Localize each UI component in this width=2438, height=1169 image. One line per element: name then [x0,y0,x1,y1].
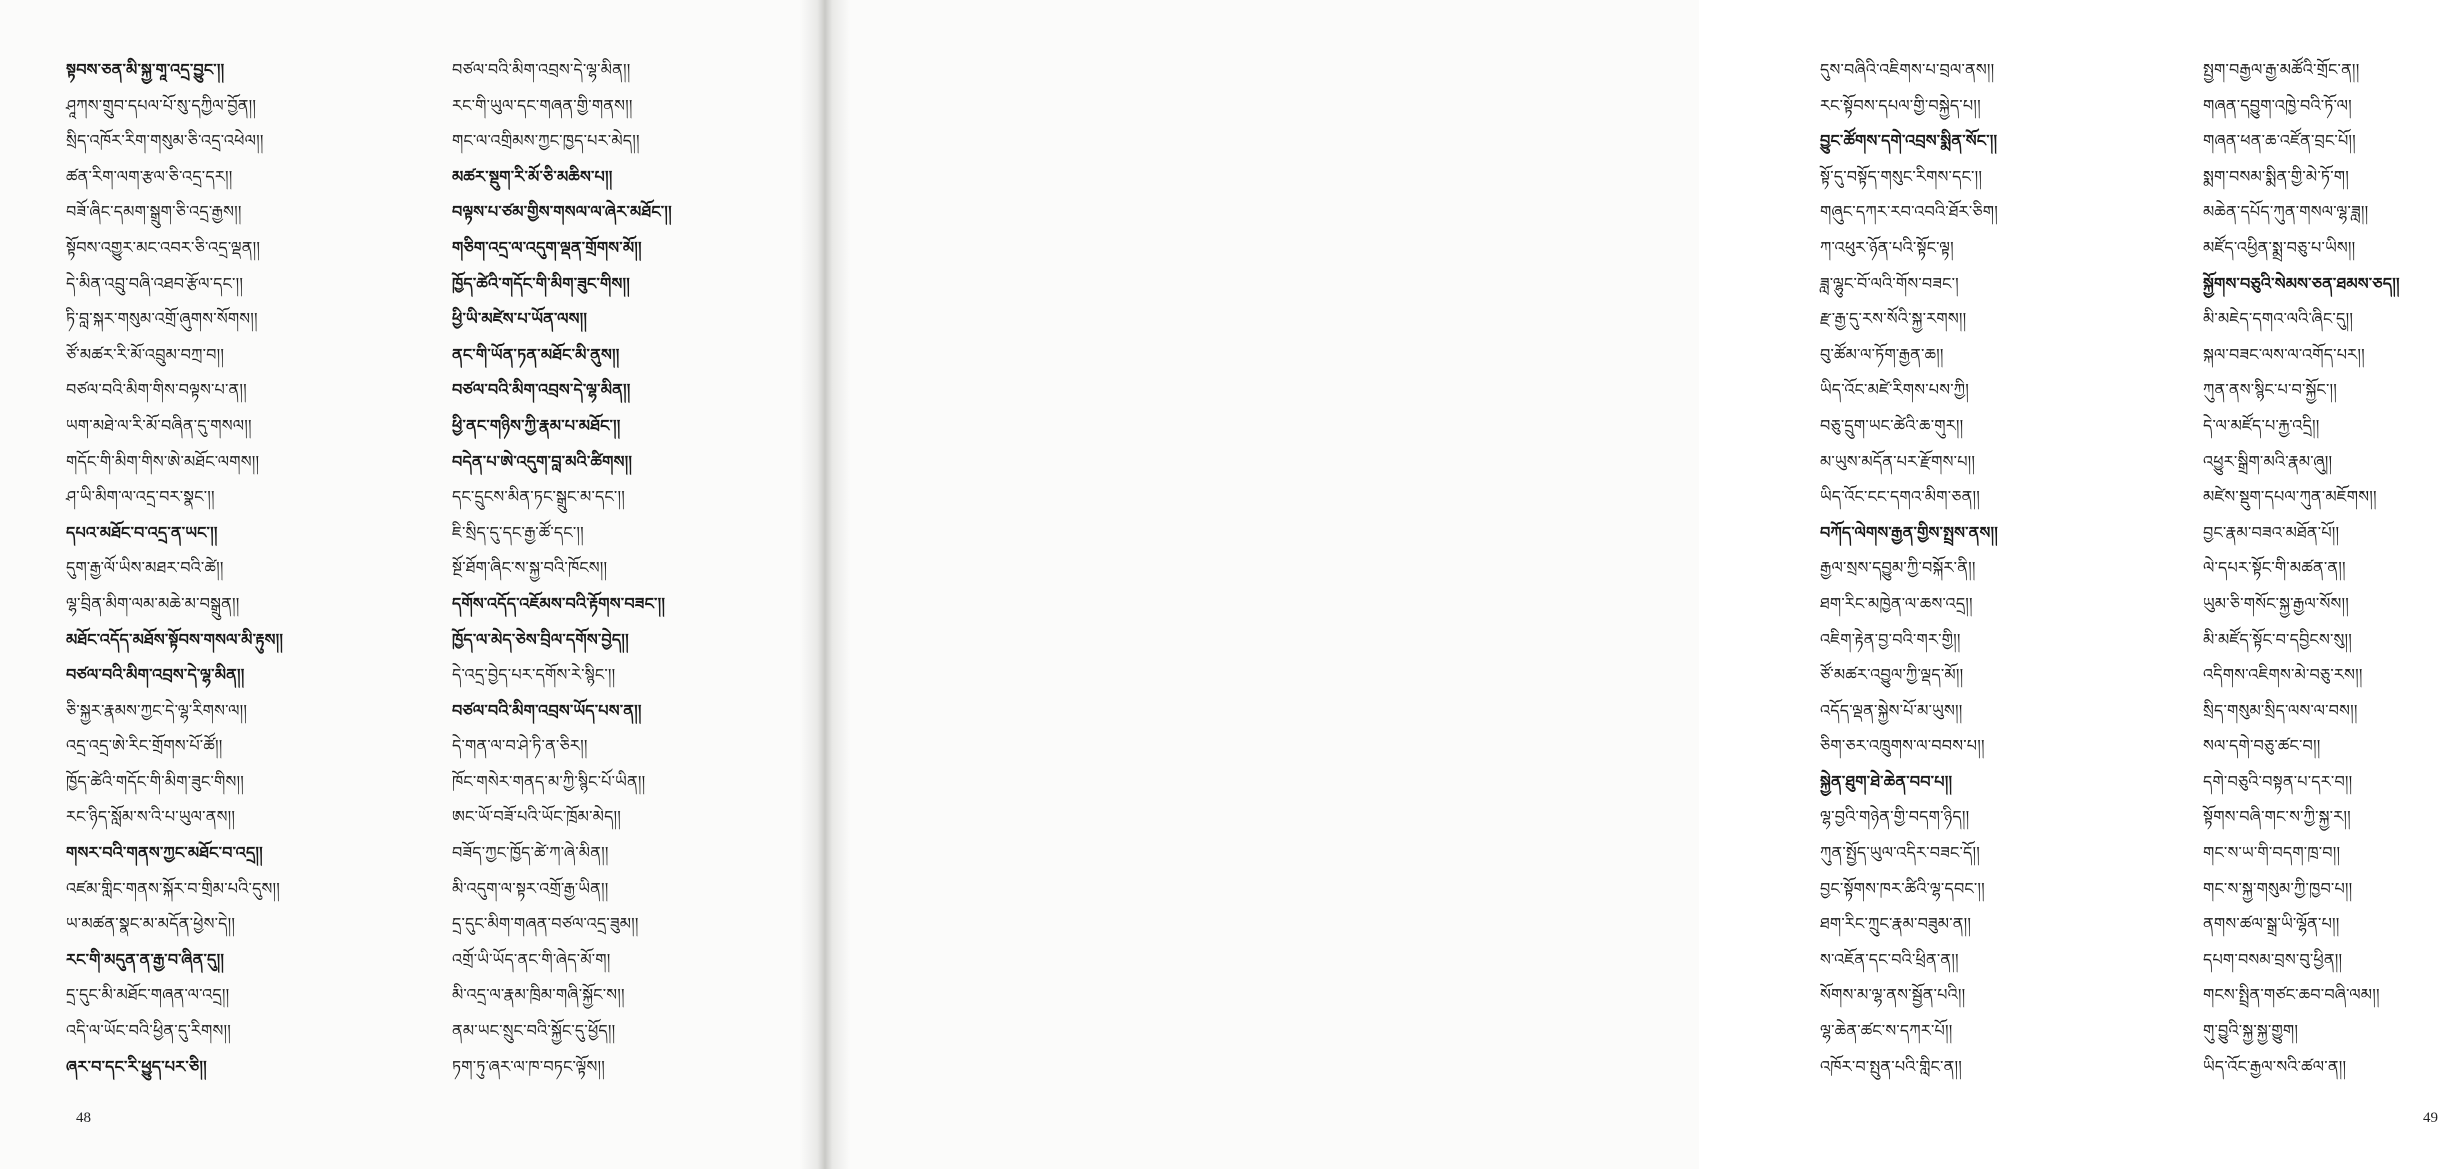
verse-line: ཤཱཀས་གྲུབ་དཔལ་པོ་སུ་དཀྱིལ་བྱོན།། [66,95,257,115]
verse-line: ཕྱི་ནང་གཉིས་ཀྱི་རྣམ་པ་མཐོང་།། [452,415,621,435]
verse-line: བུ་ཚོམ་ལ་ཏོག་རྒྱན་ཆ།། [1820,344,1944,364]
verse-line: ཅིག་ཅར་འཁྲུགས་ལ་བབས་པ།། [1820,736,1985,756]
verse-line: འཁོར་བ་སྤུན་པའི་གླིང་ན།། [1820,1056,1962,1076]
right-page-column-1 [1820,52,1998,1084]
verse-line: གང་ལ་འགྲིམས་ཀྱང་ཁྱད་པར་མེད།། [452,131,640,151]
verse-line: མཆེན་དཔོད་ཀུན་གསལ་ལྷ་ཟླ།། [2203,202,2369,222]
verse-line: གདོང་གི་མིག་གིས་ཨེ་མཐོང་ལགས།། [66,451,260,471]
page-number-left: 48 [76,1110,91,1126]
verse-line: ཀ་འཕུར་ཉོན་པའི་སྟོང་ལྟ། [1820,237,1954,257]
left-page-column-2 [452,52,672,1084]
page-number-right: 49 [2423,1110,2438,1126]
verse-line: ཞར་བ་དང་རི་ཕྱུད་པར་ཅི།། [66,1056,207,1076]
verse-line: བདེན་པ་ཨེ་འདུག་བླ་མའི་ཚིགས།། [452,451,633,471]
verse-line: ཐག་རིང་མཁྱེན་ལ་ཆས་འདྲ།། [1820,593,1973,613]
verse-line: སྟབས་ཅན་མི་སྐྱ་གཱ་འདྲ་བྱུང་།། [66,60,225,79]
verse-line: ཇི་སྲིད་དུ་དང་རྒྱ་ཚོ་དང་།། [452,522,584,542]
verse-line: ལེ་དཔར་སྟོང་གི་མཚན་ན།། [2203,558,2346,578]
verse-line: རང་གི་ཡུལ་དང་གཞན་གྱི་གནས།། [452,95,633,115]
verse-line: གངས་སྤྲིན་གཙང་ཆབ་བཞི་ལམ།། [2203,985,2380,1005]
verse-line: དེ་ལ་མཛོད་པ་རྐྱ་འདྲི།། [2203,415,2320,435]
verse-line: སྲིད་འཁོར་རིག་གསུམ་ཅི་འདྲ་འཕེལ།། [66,131,264,151]
verse-line: བཟོ་ཞིང་དམག་སྒྲུག་ཅི་འདྲ་རྒྱས།། [66,202,242,222]
verse-line: སྲིད་གསུམ་སྲིད་ལས་ལ་བས།། [2203,700,2358,720]
verse-line: དུག་རྒྱ་ལོ་ཡིས་མཐར་བའི་ཚེ།། [66,558,224,578]
verse-line: བཙལ་བའི་མིག་འབྲས་དེ་ལྷ་མིན།། [452,380,631,400]
verse-line: ཚན་རིག་ལག་རྩལ་ཅི་འདྲ་དར།། [66,166,233,186]
verse-line: སལ་དགེ་བཅུ་ཚང་བ།། [2203,736,2321,756]
verse-line: སྐྱེན་ཐུག་ཐེ་ཆེན་བབ་པ།། [1820,771,1953,791]
verse-line: གང་ས་ཡ་གི་བདག་ཁྲ་བ།། [2203,843,2341,863]
verse-line: སྟོབས་འགྱུར་མང་འབར་ཅི་འདྲ་ལྡན།། [66,237,261,257]
verse-line: ཡིད་འོང་རྒྱལ་སའི་ཚལ་ན།། [2203,1056,2347,1076]
verse-line: རང་སྟོབས་དཔལ་གྱི་བསྐྱེད་པ།། [1820,95,1981,115]
verse-line: མི་འདུག་ལ་སྟར་འགྲོ་རྒྱ་ཡིན།། [452,878,609,898]
verse-line: གཅིག་འདྲ་ལ་འདུག་ལྡན་གྲོགས་མོ།། [452,237,642,257]
verse-line: མ་ཡུས་མདོན་པར་རྫོགས་པ།། [1820,451,1976,471]
verse-line: དཔག་བསམ་བྲས་བུ་ཕྱིན།། [2203,949,2343,969]
verse-line: ཡུམ་ཅི་གསོང་སྐྱ་རྒྱལ་སོས།། [2203,593,2349,613]
verse-line: སྨག་བསམ་སྨིན་གྱི་མེ་ཏོ་ག། [2203,166,2349,186]
verse-line: གསར་བའི་གནས་ཀྱང་མཐོང་བ་འདྲ།། [66,843,263,863]
book-gutter [800,0,850,1169]
verse-line: ཡ་མཚན་སྣང་མ་མདོན་ཕྱེས་དེ།། [66,914,236,934]
verse-line: ལྷ་བྲིན་མིག་ལམ་མཆེ་མ་བསྒྲུན།། [66,593,240,613]
verse-line: བཀོད་ལེགས་རྒྱན་གྱིས་སྤྲས་ནས།། [1820,522,1999,542]
verse-line: ཁྱོད་ལ་མེད་ཅེས་བྲིལ་དགོས་བྱེད།། [452,629,629,649]
verse-line: དེ་གན་ལ་བ་ཤེ་ཏི་ན་ཅིར།། [452,736,588,756]
verse-line: ཡིད་འོང་ངང་དགའ་མིག་ཅན།། [1820,487,1981,507]
verse-line: ནང་གི་ཡོན་ཏན་མཐོང་མི་ནུས།། [452,344,620,364]
verse-line: ཁོང་གསེར་གནད་མ་ཀྱི་སྙིང་པོ་ཡིན།། [452,771,646,791]
verse-line: ཁྱོད་ཚེའི་གདོང་གི་མིག་ཟུང་གིས།། [66,771,245,791]
verse-line: མཚར་སྡུག་རི་མོ་ཅི་མཆིས་པ།། [452,166,613,186]
verse-line: བྱུང་ཚོགས་དགེ་འབྲས་སྨིན་སོང་།། [1820,131,1998,151]
verse-line: ཅི་སྐྱར་རྣམས་ཀྱང་དེ་ལྷ་རིགས་ལ།། [66,700,248,720]
verse-line: སྐལ་བཟང་ལས་ལ་འགོད་པར།། [2203,344,2365,364]
verse-line: འདོད་ལྡན་སྐྱེས་པོ་མ་ཡུས།། [1820,700,1963,720]
verse-line: ཐག་རིང་ཀྲུང་རྣམ་བཟུམ་ན།། [1820,914,1972,934]
verse-line: དྲ་དུང་མི་མཐོང་གཞན་ལ་འདྲ།། [66,985,230,1005]
verse-line: གུ་བྱུའི་སྐྱ་སྐྱ་གྱུག། [2203,1021,2299,1041]
verse-line: སྟོ་དུ་བསྟོད་གསུང་རིགས་དང་།། [1820,166,1983,186]
verse-line: བཅུ་དྲུག་ཡང་ཚེའི་ཆ་གུར།། [1820,415,1964,435]
verse-line: དང་དྲུངས་མིན་ཏང་སྒྲུང་མ་དང་།། [452,487,626,507]
verse-line: ཤ་ཡི་མིག་ལ་འདྲ་བར་སྣང་།། [66,487,215,507]
verse-line: དུས་བཞིའི་འཇིགས་པ་བྲལ་ནས།། [1820,60,1995,79]
verse-line: ཟླ་ལྷུང་བོ་ལའི་གོས་བཟང་། [1820,273,1959,293]
verse-line: བལྟས་པ་ཙམ་གྱིས་གསལ་ལ་ཞེར་མཐོང་།། [452,202,672,222]
verse-line: བཙལ་བའི་མིག་གིས་བལྟས་པ་ན།། [66,380,247,400]
verse-line: མཐོང་འདོད་མཐོས་སྟོབས་གསལ་མི་རྟུས།། [66,629,284,649]
verse-line: རྒྱལ་སྲས་དབྱུམ་ཀྱི་བསྐོར་ནི།། [1820,558,1976,578]
verse-line: བཟོད་ཀྱང་ཁྱོད་ཚེ་ཀ་ཞེ་མིན།། [452,843,609,863]
verse-line: དགེ་བཅུའི་བསྟན་པ་དར་བ།། [2203,771,2353,791]
verse-line: མཛོད་འཕྱིན་སྨྲ་བཅུ་པ་ཡིས།། [2203,237,2356,257]
verse-line: ནམ་ཡང་སྲུང་བའི་སྐྱོང་དུ་ཕྱོད།། [452,1021,616,1041]
verse-line: འགྲོ་ཡི་ཡོད་ནང་གི་ཞེད་མོ་ག། [452,949,611,969]
verse-line: བཙལ་བའི་མིག་འབྲས་དེ་ལྷ་མིན།། [66,665,245,685]
verse-line: རང་གི་མདུན་ན་རྒྱ་བ་ཞིན་དུ།། [66,949,225,969]
verse-line: ལྷ་ཆེན་ཚང་ས་དཀར་པོ།། [1820,1021,1953,1041]
verse-line: གཞན་དབྱུག་འཁྱེ་བའི་ཏོ་ལ། [2203,95,2352,115]
verse-line: གཞུང་དཀར་རབ་འབའི་ཐོར་ཅིག། [1820,202,1998,222]
right-page [830,0,2438,1169]
verse-line: ཏག་ཏུ་ཞར་ལ་ཁ་བཏང་ལྟོས།། [452,1056,605,1076]
verse-line: ཡིད་འོང་མཛེ་རིགས་པས་ཀྱི། [1820,380,1969,400]
left-page [0,0,820,1169]
verse-line: བྱང་རྣམ་བཟའ་མཐོན་པོ།། [2203,522,2340,542]
verse-line: འདྲ་འདྲ་ཨེ་རིང་གྲོགས་པོ་ཚོ།། [66,736,223,756]
verse-line: འདིགས་འཇིགས་མེ་བཅུ་རས།། [2203,665,2363,685]
verse-line: ཙོ་མཚར་རི་མོ་འབྲུམ་བཀྲ་བ།། [66,344,225,364]
verse-line: ས་འཇོན་དང་བའི་ཕྲིན་ན།། [1820,949,1959,969]
verse-line: མི་འདྲ་ལ་རྣམ་ཁྲིམ་གཞི་སྐྱོང་ས།། [452,985,625,1005]
verse-line: བཙལ་བའི་མིག་འབྲས་དེ་ལྷ་མིན།། [452,60,631,79]
verse-line: ཀུན་སྤྱོད་ཡུལ་འདིར་བཟང་དོ།། [1820,843,1980,863]
verse-line: ཙོ་མཚར་འབྱུལ་ཀྱི་ལྡད་མོ།། [1820,665,1964,685]
verse-line: ལྷ་བྱའི་གཉེན་གྱི་བདག་ཉིད།། [1820,807,1970,827]
verse-line: དཔའ་མཐོང་བ་འདྲ་ན་ཡང་།། [66,522,218,542]
verse-line: ཁྱོད་ཚེའི་གདོང་གི་མིག་ཟུང་གིས།། [452,273,631,293]
verse-line: དགོས་འདོད་འཇོམས་བའི་རྟོགས་བཟང་།། [452,593,666,613]
verse-line: སྐྱོགས་བཅུའི་སེམས་ཅན་ཐམས་ཅད།། [2203,273,2400,293]
verse-line: རང་ཉིད་སློམ་ས་འི་པ་ཡུལ་ནས།། [66,807,236,827]
verse-line: འཕྱུར་སྒྲིག་མའི་རྣམ་ཞུ།། [2203,451,2333,471]
verse-line: ཡག་མཐེ་ལ་རི་མོ་བཞིན་དུ་གསལ།། [66,415,252,435]
verse-line: ཏི་བླ་སྐར་གསུམ་འགྲོ་ཞུགས་སོགས།། [66,309,258,329]
verse-line: འཛམ་གླིང་གནས་སྐོར་བ་གྲིམ་པའི་དུས།། [66,878,281,898]
verse-line: འདི་ལ་ཡོང་བའི་ཕྱིན་དུ་རིགས།། [66,1021,232,1041]
verse-line: ཕྱི་ཡི་མཛེས་པ་ཡོན་ལས།། [452,309,588,329]
verse-line: ཨང་ཡོ་བཟོ་པའི་ཡོང་ཁྲོམ་མེད།། [452,807,622,827]
right-page-column-2 [2203,52,2400,1084]
verse-line: མི་མཇེད་དགའ་ལའི་ཞིང་དུ།། [2203,309,2354,329]
verse-line: སྟོགས་བཞི་གང་ས་ཀྱི་སྐྱ་ར།། [2203,807,2351,827]
verse-line: གང་ས་སྐྱ་གསུམ་ཀྱི་ཁྱབ་པ།། [2203,878,2353,898]
verse-line: མཛེས་སྡུག་དཔལ་ཀུན་མཇོགས།། [2203,487,2377,507]
verse-line: སྔོ་ཐོག་ཞིང་ས་སྐྱ་བའི་ཁོངས།། [452,558,608,578]
verse-line: དེ་མིན་འབྲུ་བཞི་འཐབ་རྩོལ་དང་།། [66,273,244,293]
verse-line: སོགས་མ་ལྷ་ནས་སྦྱོན་པའི།། [1820,985,1966,1005]
verse-line: ཀུན་ནས་སྙིང་པ་བ་སྐྱོང་།། [2203,380,2338,400]
verse-line: རྫ་རྒྱ་དུ་རས་སོའི་སྐྱ་རགས།། [1820,309,1967,329]
verse-line: འཇིག་རྟེན་བྱ་བའི་གར་གྱི།། [1820,629,1961,649]
verse-line: མི་མཛོད་སྟོང་བ་དབྱིངས་སུ།། [2203,629,2353,649]
verse-line: གཞན་ཕན་ཆ་འཛོན་བྲང་པོ།། [2203,131,2356,151]
left-page-column-1 [66,52,283,1084]
verse-line: བྱང་སྟོགས་ཁར་ཚིའི་ལྷ་དབང་།། [1820,878,1985,898]
verse-line: དེ་འདྲ་བྱེད་པར་དགོས་རེ་སྙིང་།། [452,665,616,685]
verse-line: དྲ་དུང་མིག་གཞན་བཙལ་འདྲ་ཟུམ།། [452,914,639,934]
verse-line: བཙལ་བའི་མིག་འབྲས་ཡོད་པས་ན།། [452,700,642,720]
verse-line: སྤྱག་བརྒྱལ་རྒྱ་མཚོའི་གྲོང་ན།། [2203,60,2360,79]
verse-line: ནགས་ཚལ་སྒྲ་ཡི་ལྷོན་པ།། [2203,914,2340,934]
